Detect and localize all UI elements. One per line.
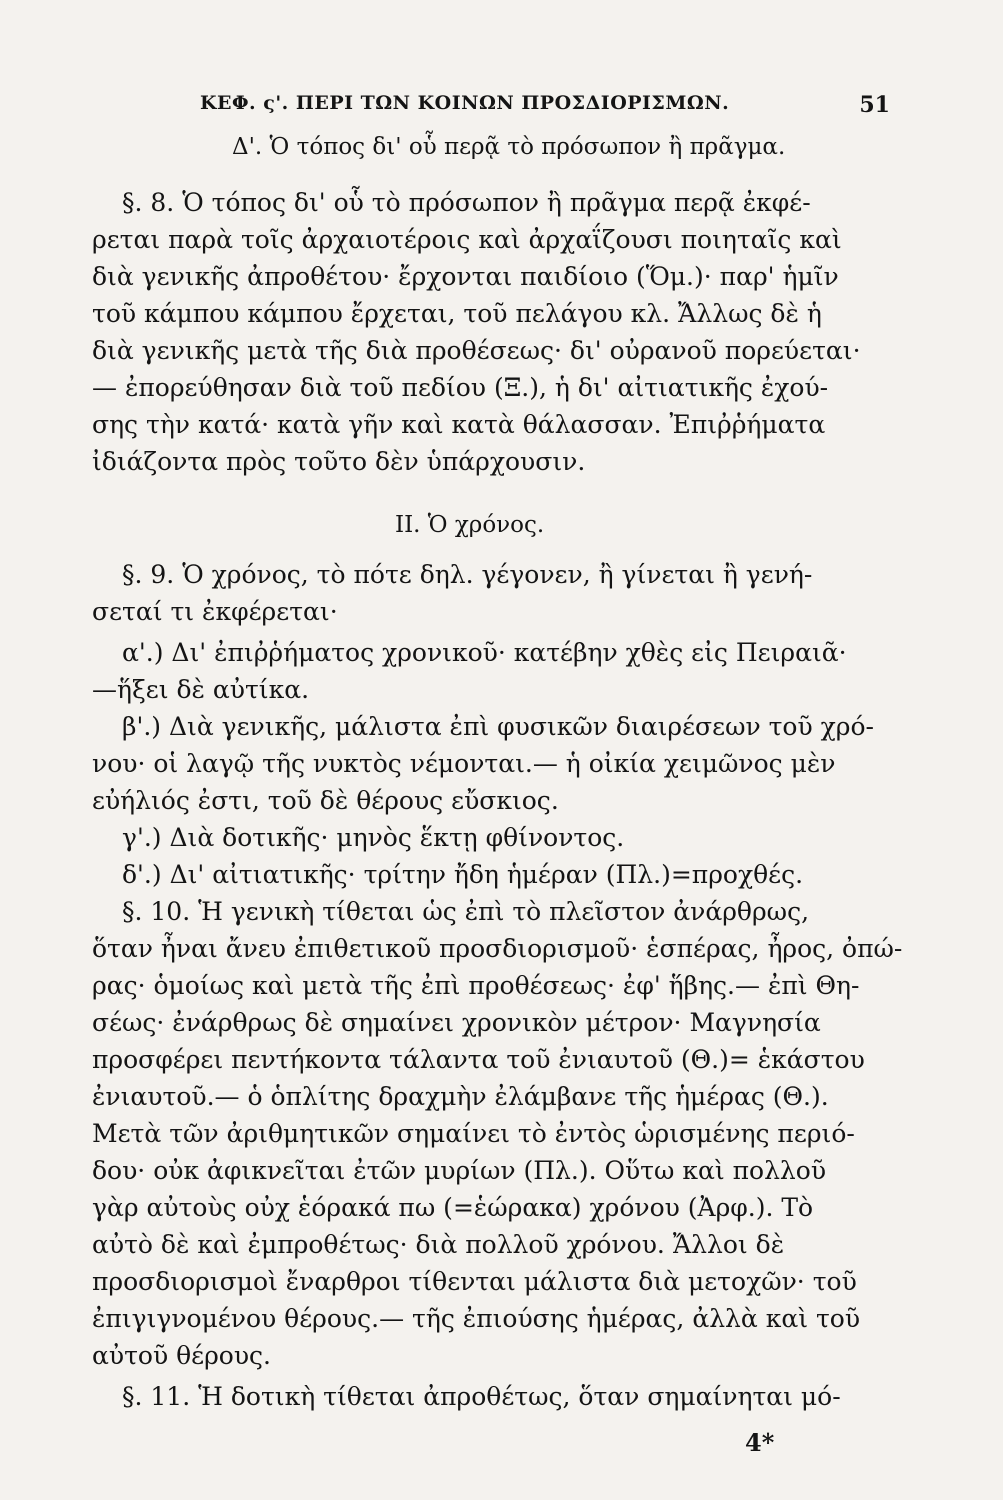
text-line: β'.) Διὰ γενικῆς, μάλιστα ἐπὶ φυσικῶν διαιρέσεων τοῦ χρό-	[122, 712, 874, 741]
text-line: σεταί τι ἐκφέρεται·	[92, 597, 338, 626]
text-line: —ἥξει δὲ αὐτίκα.	[92, 675, 310, 704]
text-line: εὐήλιός ἐστι, τοῦ δὲ θέρους εὔσκιος.	[92, 786, 559, 815]
text-line: ρας· ὁμοίως καὶ μετὰ τῆς ἐπὶ προθέσεως· ἐφ' ἥβης.— ἐπὶ Θη-	[92, 971, 860, 1000]
text-line: προσδιορισμοὶ ἔναρθροι τίθενται μάλιστα διὰ μετοχῶν· τοῦ	[92, 1267, 857, 1296]
text-line: ρεται παρὰ τοῖς ἀρχαιοτέροις καὶ ἀρχαΐζουσι ποιηταῖς καὶ	[92, 225, 842, 254]
text-line: §. 9. Ὁ χρόνος, τὸ πότε δηλ. γέγονεν, ἢ γίνεται ἢ γενή-	[122, 560, 813, 589]
text-line: γ'.) Διὰ δοτικῆς· μηνὸς ἕκτῃ φθίνοντος.	[122, 823, 625, 852]
text-line: §. 8. Ὁ τόπος δι' οὗ τὸ πρόσωπον ἢ πρᾶγμα περᾷ ἐκφέ-	[122, 188, 811, 217]
text-line: — ἐπορεύθησαν διὰ τοῦ πεδίου (Ξ.), ἡ δι' αἰτιατικῆς ἐχού-	[92, 373, 829, 402]
text-line: α'.) Δι' ἐπιῤῥήματος χρονικοῦ· κατέβην χθὲς εἰς Πειραιᾶ·	[122, 638, 847, 667]
text-line: νου· οἱ λαγῷ τῆς νυκτὸς νέμονται.— ἡ οἰκία χειμῶνος μὲν	[92, 749, 836, 778]
text-line: αὐτὸ δὲ καὶ ἐμπροθέτως· διὰ πολλοῦ χρόνου. Ἄλλοι δὲ	[92, 1230, 785, 1259]
text-line: διὰ γενικῆς ἀπροθέτου· ἔρχονται παιδίοιο (Ὅμ.)· παρ' ἡμῖν	[92, 262, 839, 291]
subheading-topos: Δ'. Ὁ τόπος δι' οὗ περᾷ τὸ πρόσωπον ἢ πρᾶγμα.	[232, 134, 786, 160]
text-line: ἐπιγιγνομένου θέρους.— τῆς ἐπιούσης ἡμέρας, ἀλλὰ καὶ τοῦ	[92, 1304, 861, 1333]
text-line: δ'.) Δι' αἰτιατικῆς· τρίτην ἤδη ἡμέραν (Πλ.)=προχθές.	[122, 860, 804, 889]
text-line: §. 10. Ἡ γενικὴ τίθεται ὡς ἐπὶ τὸ πλεῖστον ἀνάρθρως,	[122, 897, 810, 926]
text-line: αὐτοῦ θέρους.	[92, 1341, 272, 1370]
page-header	[200, 92, 890, 122]
subheading-chronos: ΙΙ. Ὁ χρόνος.	[395, 512, 545, 538]
running-head: ΚΕΦ. ς'. ΠΕΡΙ ΤΩΝ ΚΟΙΝΩΝ ΠΡΟΣΔΙΟΡΙΣΜΩΝ.	[200, 92, 730, 114]
text-line: προσφέρει πεντήκοντα τάλαντα τοῦ ἐνιαυτοῦ (Θ.)= ἑκάστου	[92, 1045, 865, 1074]
page-number: 51	[859, 92, 890, 118]
text-line: ἰδιάζοντα πρὸς τοῦτο δὲν ὑπάρχουσιν.	[92, 447, 586, 476]
text-line: ὅταν ἦναι ἄνευ ἐπιθετικοῦ προσδιορισμοῦ· ἑσπέρας, ἦρος, ὀπώ-	[92, 934, 903, 963]
text-line: γὰρ αὐτοὺς οὐχ ἑόρακά πω (=ἑώρακα) χρόνου (Ἀρφ.). Τὸ	[92, 1193, 814, 1222]
text-line: δου· οὐκ ἀφικνεῖται ἐτῶν μυρίων (Πλ.). Οὕτω καὶ πολλοῦ	[92, 1156, 827, 1185]
text-line: §. 11. Ἡ δοτικὴ τίθεται ἀπροθέτως, ὅταν σημαίνηται μό-	[122, 1382, 841, 1411]
text-line: Μετὰ τῶν ἀριθμητικῶν σημαίνει τὸ ἐντὸς ὡρισμένης περιό-	[92, 1119, 855, 1148]
text-line: ἐνιαυτοῦ.— ὁ ὁπλίτης δραχμὴν ἐλάμβανε τῆς ἡμέρας (Θ.).	[92, 1082, 829, 1111]
text-line: σέως· ἐνάρθρως δὲ σημαίνει χρονικὸν μέτρον· Μαγνησία	[92, 1008, 821, 1037]
text-line: διὰ γενικῆς μετὰ τῆς διὰ προθέσεως· δι' οὐρανοῦ πορεύεται·	[92, 336, 861, 365]
text-line: σης τὴν κατά· κατὰ γῆν καὶ κατὰ θάλασσαν. Ἐπιῤῥήματα	[92, 410, 826, 439]
signature-mark: 4*	[745, 1428, 775, 1457]
text-line: τοῦ κάμπου κάμπου ἔρχεται, τοῦ πελάγου κλ. Ἄλλως δὲ ἡ	[92, 299, 822, 328]
